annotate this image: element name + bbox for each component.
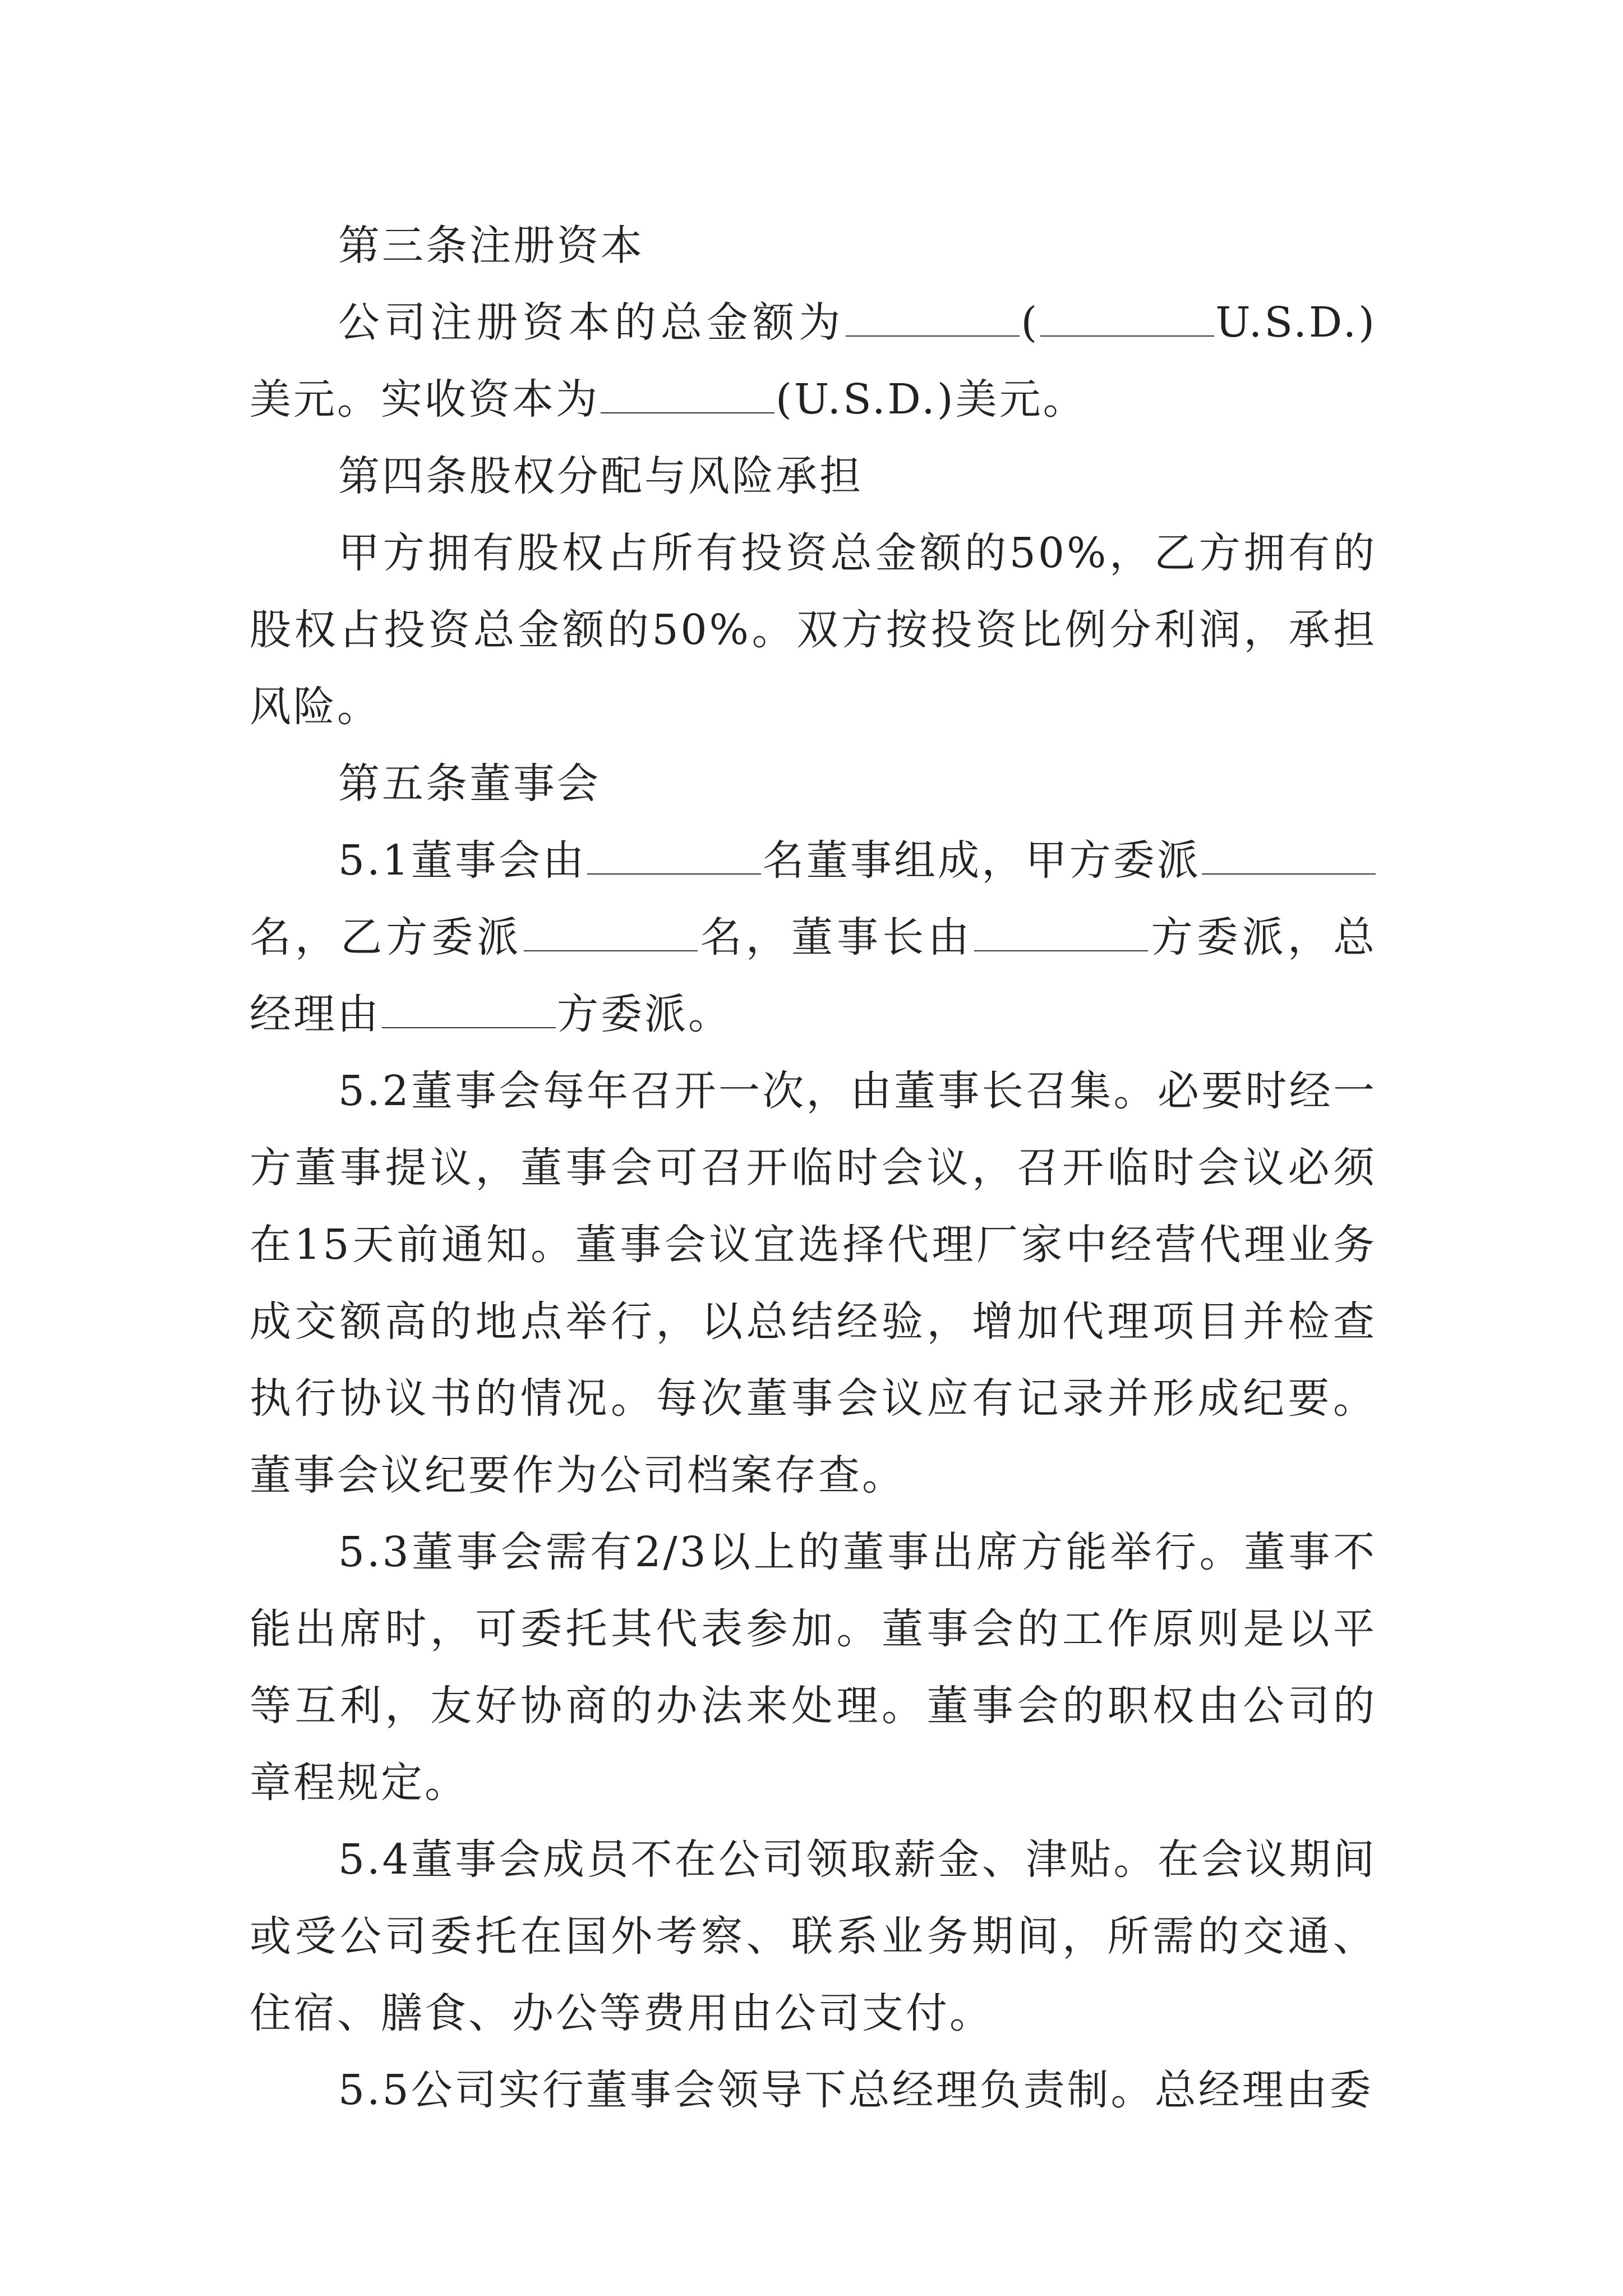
article-3-text-b: ( [1021, 298, 1040, 347]
total-capital-usd-blank [1040, 296, 1214, 337]
article-3-text-d: (U.S.D.)美元。 [776, 375, 1087, 424]
clause-5-1-paragraph [250, 822, 1377, 1053]
clause-5-1-text-c: 名，乙方委派 [250, 913, 523, 961]
clause-5-3-paragraph: 5.3董事会需有2/3以上的董事出席方能举行。董事不能出席时，可委托其代表参加。董事会的工作原则是以平等互利，友好协商的办法来处理。董事会的职权由公司的章程规定。 [250, 1528, 1377, 1807]
article-4-paragraph: 甲方拥有股权占所有投资总金额的50%，乙方拥有的股权占投资总金额的50%。双方按投资比例分利润，承担风险。 [250, 529, 1377, 731]
article-3-paragraph [250, 284, 1377, 438]
total-capital-blank [846, 296, 1020, 337]
clause-5-1-text-e: 方委派，总经理由 [250, 913, 1377, 1038]
article-3-heading: 第三条注册资本 [338, 222, 644, 270]
document-body [250, 208, 1377, 2129]
chairman-party-blank [974, 911, 1148, 951]
paid-in-capital-blank [601, 373, 774, 413]
clause-5-2-paragraph: 5.2董事会每年召开一次，由董事长召集。必要时经一方董事提议，董事会可召开临时会议，召开临时会议必须在15天前通知。董事会议宜选择代理厂家中经营代理业务成交额高的地点举行，以总结经验，增加代理项目并检查执行协议书的情况。每次董事会议应有记录并形成纪要。董事会议纪要作为公司档案存查。 [250, 1067, 1377, 1499]
article-3-text-a: 公司注册资本的总金额为 [338, 298, 845, 347]
clause-5-5-paragraph: 5.5公司实行董事会领导下总经理负责制。总经理由委 [338, 2066, 1373, 2114]
clause-5-1-text-b: 名董事组成，甲方委派 [762, 836, 1201, 885]
article-3-text-c: U.S.D.)美元。实收资本为 [250, 298, 1377, 424]
party-a-directors-blank [1202, 834, 1376, 875]
party-b-directors-blank [524, 911, 698, 951]
article-4-heading: 第四条股权分配与风险承担 [338, 452, 863, 500]
director-count-blank [587, 834, 761, 875]
general-manager-party-blank [382, 988, 556, 1028]
article-5-heading: 第五条董事会 [338, 760, 601, 808]
clause-5-1-text-a: 5.1董事会由 [338, 836, 587, 885]
clause-5-4-paragraph: 5.4董事会成员不在公司领取薪金、津贴。在会议期间或受公司委托在国外考察、联系业务期间，所需的交通、住宿、膳食、办公等费用由公司支付。 [250, 1835, 1377, 2037]
clause-5-1-text-f: 方委派。 [557, 990, 732, 1038]
clause-5-1-text-d: 名，董事长由 [698, 913, 974, 961]
